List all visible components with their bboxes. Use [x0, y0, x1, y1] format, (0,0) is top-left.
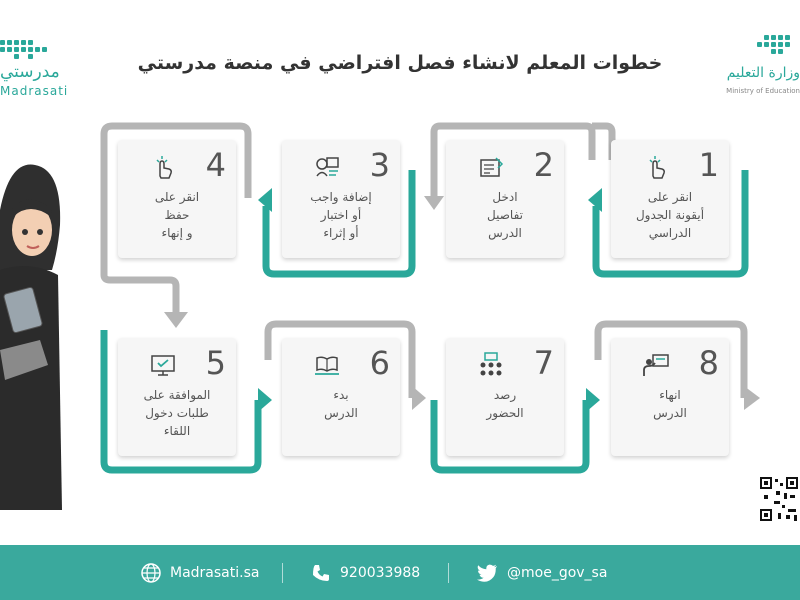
globe-icon: [140, 562, 162, 584]
step-card-1: [611, 140, 729, 258]
step-card-8: [611, 338, 729, 456]
arrow-teal: [258, 388, 272, 412]
step-card-7: [446, 338, 564, 456]
tap-hand-icon: [148, 152, 178, 182]
step-number: 4: [205, 146, 226, 184]
book-laptop-icon: [312, 350, 342, 380]
step-number: 1: [698, 146, 719, 184]
step-text: إضافة واجب أو اختبار أو إثراء: [310, 190, 372, 240]
arrow-teal: [586, 388, 600, 412]
tap-hand-icon: [641, 152, 671, 182]
arrow-gray: [164, 312, 188, 328]
page-title: خطوات المعلم لانشاء فصل افتراضي في منصة مدرستي: [137, 52, 663, 74]
footer-phone[interactable]: [310, 561, 420, 585]
step-card-3: [282, 140, 400, 258]
arrow-gray: [744, 386, 760, 410]
step-card-2: [446, 140, 564, 258]
step-text: بدء الدرس: [324, 388, 358, 420]
arrow-gray: [424, 196, 444, 210]
footer-phone-text: 920033988: [340, 565, 421, 581]
twitter-icon: [475, 562, 499, 584]
step-card-5: [118, 338, 236, 456]
step-text: الموافقة على طلبات دخول اللقاء: [143, 388, 211, 438]
phone-icon: [310, 562, 332, 584]
footer-twitter[interactable]: [475, 561, 607, 585]
footer-twitter-text: @moe_gov_sa: [507, 565, 608, 581]
step-number: 8: [698, 344, 719, 382]
step-number: 5: [205, 344, 226, 382]
step-number: 6: [369, 344, 390, 382]
step-card-6: [282, 338, 400, 456]
ministry-logo-text: وزارة التعليم: [726, 65, 800, 81]
step-text: انهاء الدرس: [653, 388, 687, 420]
notebook-pen-icon: [476, 152, 506, 182]
step-text: ادخل تفاصيل الدرس: [487, 190, 523, 240]
qr-code: [758, 475, 800, 523]
step-number: 2: [533, 146, 554, 184]
step-text: انقر على حفظ و إنهاء: [154, 190, 200, 240]
madrasati-logo-english: Madrasati: [0, 84, 69, 98]
arrow-gray: [412, 386, 426, 410]
ministry-logo-sub: Ministry of Education: [726, 87, 800, 95]
step-number: 7: [533, 344, 554, 382]
step-number: 3: [369, 146, 390, 184]
approval-screen-icon: [148, 350, 178, 380]
attendance-icon: [476, 350, 506, 380]
footer-divider: [282, 563, 283, 583]
teacher-board-icon: [641, 350, 671, 380]
step-card-4: [118, 140, 236, 258]
step-text: انقر على أيقونة الجدول الدراسي: [635, 190, 705, 240]
madrasati-logo-arabic: مدرستي: [0, 62, 60, 82]
footer-website[interactable]: [140, 561, 259, 585]
footer-divider: [448, 563, 449, 583]
step-text: رصد الحضور: [486, 388, 524, 420]
assignment-icon: [312, 152, 342, 182]
teacher-character-illustration: [0, 150, 70, 510]
footer-bar: [0, 545, 800, 600]
footer-website-text: Madrasati.sa: [170, 565, 260, 581]
